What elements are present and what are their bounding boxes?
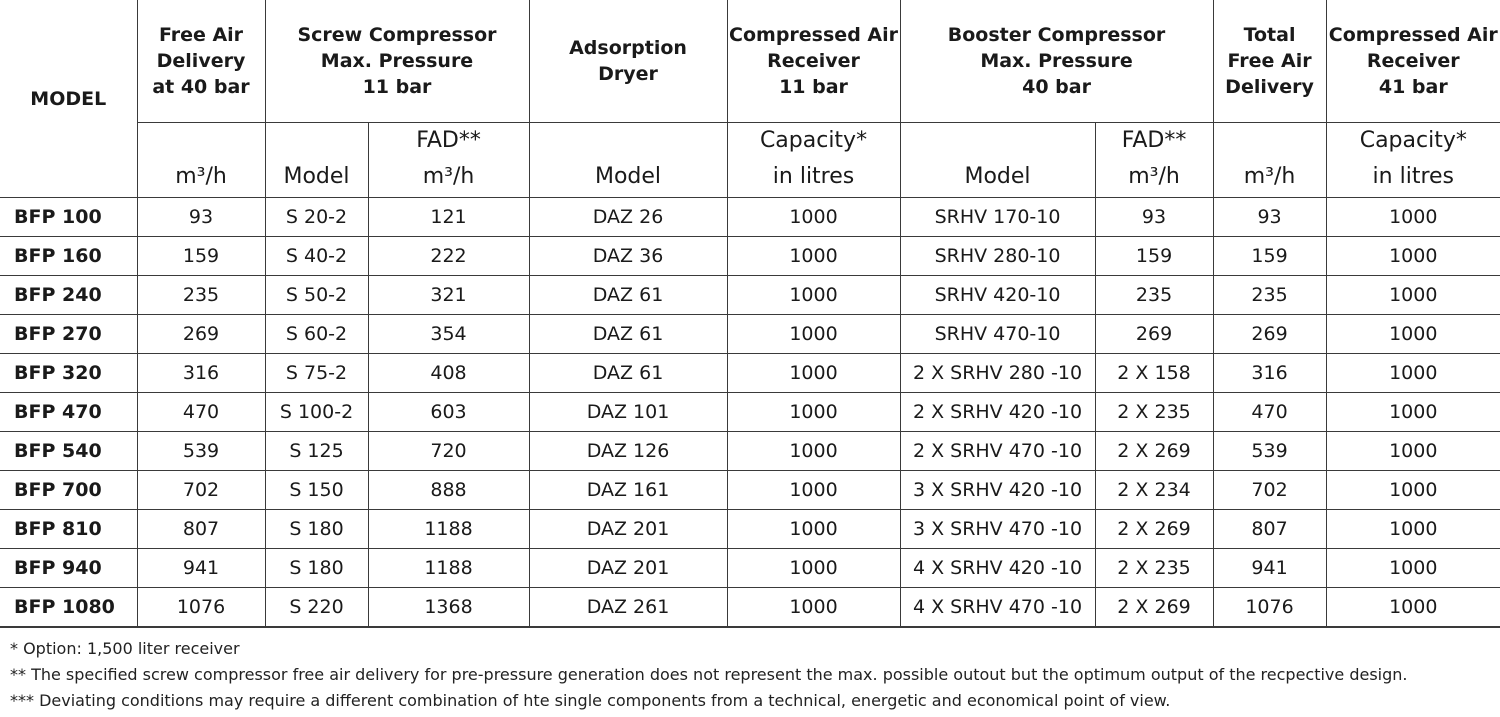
header-line: Free Air [158,24,244,46]
cell-dryer-model: DAZ 61 [529,276,727,315]
cell-booster-model: SRHV 170-10 [900,198,1095,237]
cell-screw-model: S 220 [265,588,368,628]
unit-receiver-41-capacity [1326,123,1500,198]
footnote-double-asterisk: ** The specified screw compressor free air delivery for pre-pressure generation does not represent the max. possible outout but the optimum output of the recpective design. [10,665,1408,684]
cell-fad-40-bar: 93 [137,198,265,237]
cell-screw-model: S 40-2 [265,237,368,276]
header-line: 11 bar [779,76,848,98]
header-total-fad [1213,0,1326,123]
cell-total-fad: 1076 [1213,588,1326,628]
cell-booster-fad: 2 X 158 [1095,354,1213,393]
cell-receiver-11-capacity: 1000 [727,237,900,276]
cell-dryer-model: DAZ 26 [529,198,727,237]
table-row [0,198,1500,237]
unit-screw-model: Model [265,123,368,198]
cell-total-fad: 159 [1213,237,1326,276]
table-body [0,198,1500,628]
cell-booster-fad: 159 [1095,237,1213,276]
cell-total-fad: 93 [1213,198,1326,237]
cell-receiver-41-capacity: 1000 [1326,198,1500,237]
cell-receiver-11-capacity: 1000 [727,393,900,432]
cell-fad-40-bar: 235 [137,276,265,315]
header-receiver-41bar [1326,0,1500,123]
table-row [0,471,1500,510]
header-receiver-11bar [727,0,900,123]
header-line: Dryer [598,63,658,85]
unit-dryer-model: Model [529,123,727,198]
header-line: Delivery [1225,76,1314,98]
table-row [0,276,1500,315]
cell-model: BFP 1080 [0,588,137,628]
cell-receiver-41-capacity: 1000 [1326,510,1500,549]
cell-receiver-11-capacity: 1000 [727,549,900,588]
cell-total-fad: 470 [1213,393,1326,432]
cell-total-fad: 235 [1213,276,1326,315]
unit-line: in litres [1372,164,1455,189]
cell-screw-fad: 408 [368,354,529,393]
cell-model: BFP 270 [0,315,137,354]
cell-receiver-41-capacity: 1000 [1326,432,1500,471]
table-row [0,315,1500,354]
footnote-single-asterisk: * Option: 1,500 liter receiver [10,639,240,658]
cell-booster-model: 3 X SRHV 420 -10 [900,471,1095,510]
unit-line: m³/h [1128,164,1180,189]
cell-model: BFP 320 [0,354,137,393]
cell-booster-model: 4 X SRHV 420 -10 [900,549,1095,588]
cell-screw-model: S 60-2 [265,315,368,354]
cell-total-fad: 807 [1213,510,1326,549]
cell-total-fad: 269 [1213,315,1326,354]
cell-receiver-41-capacity: 1000 [1326,549,1500,588]
cell-receiver-41-capacity: 1000 [1326,315,1500,354]
header-line: Compressed Air [729,24,898,46]
cell-receiver-11-capacity: 1000 [727,588,900,628]
cell-screw-fad: 1368 [368,588,529,628]
table-row [0,549,1500,588]
unit-booster-fad [1095,123,1213,198]
cell-booster-fad: 2 X 235 [1095,393,1213,432]
cell-screw-fad: 121 [368,198,529,237]
cell-fad-40-bar: 316 [137,354,265,393]
cell-total-fad: 316 [1213,354,1326,393]
cell-screw-model: S 180 [265,549,368,588]
cell-screw-model: S 20-2 [265,198,368,237]
header-line: Screw Compressor [297,24,497,46]
footnote-triple-asterisk: *** Deviating conditions may require a different combination of hte single components from a technical, energetic and economical point of view. [10,691,1171,710]
cell-screw-model: S 100-2 [265,393,368,432]
cell-model: BFP 240 [0,276,137,315]
cell-booster-model: SRHV 280-10 [900,237,1095,276]
cell-screw-fad: 321 [368,276,529,315]
header-line: 40 bar [1022,76,1091,98]
cell-screw-model: S 125 [265,432,368,471]
cell-model: BFP 700 [0,471,137,510]
cell-total-fad: 941 [1213,549,1326,588]
cell-booster-model: 2 X SRHV 280 -10 [900,354,1095,393]
cell-model: BFP 160 [0,237,137,276]
cell-fad-40-bar: 1076 [137,588,265,628]
cell-booster-fad: 2 X 269 [1095,510,1213,549]
cell-fad-40-bar: 269 [137,315,265,354]
table-row [0,510,1500,549]
cell-screw-fad: 888 [368,471,529,510]
table-row [0,237,1500,276]
cell-dryer-model: DAZ 126 [529,432,727,471]
cell-receiver-41-capacity: 1000 [1326,276,1500,315]
header-line: 41 bar [1378,76,1448,98]
cell-booster-fad: 2 X 234 [1095,471,1213,510]
cell-booster-model: SRHV 420-10 [900,276,1095,315]
cell-booster-model: 3 X SRHV 470 -10 [900,510,1095,549]
cell-receiver-11-capacity: 1000 [727,510,900,549]
header-free-air-delivery [137,0,265,123]
cell-screw-fad: 222 [368,237,529,276]
header-row-units [0,123,1500,198]
cell-dryer-model: DAZ 201 [529,549,727,588]
cell-fad-40-bar: 470 [137,393,265,432]
header-line: Receiver [767,50,860,72]
header-line: Free Air [1227,50,1312,72]
header-line: Adsorption [569,37,687,59]
unit-line: FAD** [1121,128,1187,153]
cell-booster-model: 2 X SRHV 470 -10 [900,432,1095,471]
unit-line: FAD** [416,128,481,153]
unit-screw-fad [368,123,529,198]
cell-receiver-11-capacity: 1000 [727,432,900,471]
cell-screw-fad: 1188 [368,510,529,549]
header-row-groups [0,0,1500,123]
header-line: Receiver [1366,50,1460,72]
table-header [0,0,1500,198]
cell-booster-model: 4 X SRHV 470 -10 [900,588,1095,628]
cell-dryer-model: DAZ 61 [529,315,727,354]
table-row [0,354,1500,393]
cell-receiver-41-capacity: 1000 [1326,588,1500,628]
header-model: MODEL [0,0,137,198]
cell-receiver-11-capacity: 1000 [727,315,900,354]
cell-model: BFP 540 [0,432,137,471]
unit-line: in litres [772,164,855,189]
unit-fad-40: m³/h [137,123,265,198]
cell-booster-fad: 235 [1095,276,1213,315]
cell-fad-40-bar: 702 [137,471,265,510]
cell-screw-fad: 354 [368,315,529,354]
cell-receiver-11-capacity: 1000 [727,471,900,510]
cell-screw-fad: 1188 [368,549,529,588]
cell-dryer-model: DAZ 261 [529,588,727,628]
unit-total-fad: m³/h [1213,123,1326,198]
cell-model: BFP 100 [0,198,137,237]
cell-screw-fad: 603 [368,393,529,432]
table-row [0,393,1500,432]
cell-total-fad: 539 [1213,432,1326,471]
cell-booster-fad: 2 X 269 [1095,588,1213,628]
header-line: at 40 bar [152,76,250,98]
cell-receiver-41-capacity: 1000 [1326,237,1500,276]
unit-line: m³/h [422,164,475,189]
cell-dryer-model: DAZ 101 [529,393,727,432]
cell-receiver-41-capacity: 1000 [1326,354,1500,393]
header-booster-compressor [900,0,1213,123]
header-line: Compressed Air [1328,24,1498,46]
cell-booster-fad: 269 [1095,315,1213,354]
cell-booster-fad: 93 [1095,198,1213,237]
cell-screw-model: S 150 [265,471,368,510]
cell-booster-model: SRHV 470-10 [900,315,1095,354]
header-screw-compressor [265,0,529,123]
cell-total-fad: 702 [1213,471,1326,510]
cell-dryer-model: DAZ 36 [529,237,727,276]
cell-receiver-11-capacity: 1000 [727,198,900,237]
table-row [0,588,1500,628]
cell-receiver-11-capacity: 1000 [727,354,900,393]
unit-receiver-11-capacity [727,123,900,198]
cell-screw-model: S 50-2 [265,276,368,315]
cell-receiver-41-capacity: 1000 [1326,393,1500,432]
cell-model: BFP 810 [0,510,137,549]
header-line: Total [1243,24,1296,46]
cell-booster-model: 2 X SRHV 420 -10 [900,393,1095,432]
cell-dryer-model: DAZ 201 [529,510,727,549]
cell-fad-40-bar: 159 [137,237,265,276]
cell-screw-fad: 720 [368,432,529,471]
cell-model: BFP 940 [0,549,137,588]
cell-booster-fad: 2 X 235 [1095,549,1213,588]
cell-dryer-model: DAZ 61 [529,354,727,393]
header-line: Delivery [156,50,246,72]
cell-fad-40-bar: 807 [137,510,265,549]
header-line: Max. Pressure [980,50,1133,72]
cell-receiver-41-capacity: 1000 [1326,471,1500,510]
cell-screw-model: S 75-2 [265,354,368,393]
header-adsorption-dryer [529,0,727,123]
cell-screw-model: S 180 [265,510,368,549]
unit-booster-model: Model [900,123,1095,198]
cell-fad-40-bar: 539 [137,432,265,471]
footnotes [10,636,1408,714]
header-line: 11 bar [362,76,432,98]
header-line: Booster Compressor [947,24,1166,46]
cell-booster-fad: 2 X 269 [1095,432,1213,471]
cell-dryer-model: DAZ 161 [529,471,727,510]
unit-line: Capacity* [759,128,868,153]
unit-line: Capacity* [1359,128,1467,153]
cell-fad-40-bar: 941 [137,549,265,588]
header-line: Max. Pressure [320,50,474,72]
table-row [0,432,1500,471]
cell-model: BFP 470 [0,393,137,432]
cell-receiver-11-capacity: 1000 [727,276,900,315]
